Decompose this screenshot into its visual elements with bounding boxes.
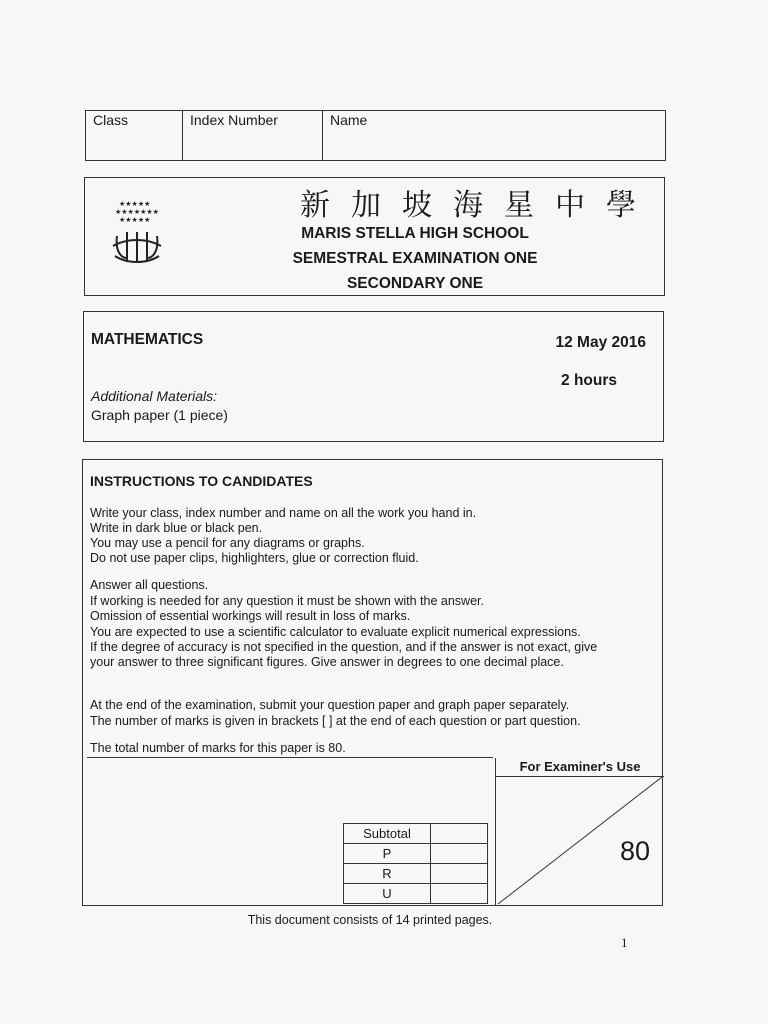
table-row xyxy=(344,844,488,864)
r-label: R xyxy=(344,864,431,884)
school-name: MARIS STELLA HIGH SCHOOL xyxy=(301,225,529,242)
exam-name: SEMESTRAL EXAMINATION ONE xyxy=(292,250,538,267)
instruction-line: Answer all questions. xyxy=(90,578,209,592)
exam-duration: 2 hours xyxy=(561,372,617,389)
school-banner xyxy=(84,177,665,296)
r-cell[interactable] xyxy=(431,864,488,884)
page-number: 1 xyxy=(621,935,628,950)
class-label: Class xyxy=(93,112,129,128)
total-marks: 80 xyxy=(619,836,650,866)
index-number-cell[interactable] xyxy=(183,111,323,160)
u-cell[interactable] xyxy=(431,884,488,904)
instruction-line: Write your class, index number and name on all the work you hand in. xyxy=(90,506,477,520)
name-label: Name xyxy=(330,112,368,128)
table-row xyxy=(344,864,488,884)
instruction-line: If working is needed for any question it must be shown with the answer. xyxy=(90,594,484,608)
subtotal-label: Subtotal xyxy=(344,824,431,844)
divider xyxy=(87,757,493,758)
p-cell[interactable] xyxy=(431,844,488,864)
total-marks-line: The total number of marks for this paper is 80. xyxy=(90,741,346,755)
exam-date: 12 May 2016 xyxy=(555,334,646,351)
instruction-line: You are expected to use a scientific calculator to evaluate explicit numerical expressions. xyxy=(90,625,581,639)
class-cell[interactable] xyxy=(86,111,183,160)
instruction-line: Omission of essential workings will result in loss of marks. xyxy=(90,609,411,623)
u-label: U xyxy=(344,884,431,904)
school-crest-icon xyxy=(107,196,167,266)
instruction-line: The number of marks is given in brackets [ ] at the end of each question or part question. xyxy=(90,714,581,728)
subject-title: MATHEMATICS xyxy=(91,331,204,348)
table-row xyxy=(344,824,488,844)
instructions-heading: INSTRUCTIONS TO CANDIDATES xyxy=(90,473,313,489)
instruction-line: At the end of the examination, submit your question paper and graph paper separately. xyxy=(90,698,570,712)
svg-text:★★★★★★★: ★★★★★★★ xyxy=(115,208,159,216)
paper-details xyxy=(83,311,664,442)
svg-text:★★★★★: ★★★★★ xyxy=(119,200,151,208)
pages-note: This document consists of 14 printed pages. xyxy=(247,913,493,927)
examiners-use-box xyxy=(495,758,664,905)
name-cell[interactable] xyxy=(323,111,665,160)
subtotal-cell[interactable] xyxy=(431,824,488,844)
materials-label: Additional Materials: xyxy=(91,388,218,404)
examiners-use-heading: For Examiner's Use xyxy=(496,758,664,777)
index-number-label: Index Number xyxy=(190,112,278,128)
p-label: P xyxy=(344,844,431,864)
svg-text:★★★★★: ★★★★★ xyxy=(119,216,151,224)
instructions-box xyxy=(82,459,663,906)
materials-value: Graph paper (1 piece) xyxy=(91,407,228,423)
subtotal-table xyxy=(343,823,488,904)
instruction-line: your answer to three significant figures. Give answer in degrees to one decimal place. xyxy=(90,655,564,669)
school-chinese-name: 新加坡海星中學 xyxy=(300,188,657,223)
candidate-info-table xyxy=(85,110,666,161)
instruction-line: Write in dark blue or black pen. xyxy=(90,521,263,535)
table-row xyxy=(344,884,488,904)
instruction-line: Do not use paper clips, highlighters, glue or correction fluid. xyxy=(90,551,419,565)
instruction-line: You may use a pencil for any diagrams or graphs. xyxy=(90,536,365,550)
level-name: SECONDARY ONE xyxy=(346,275,484,292)
instruction-line: If the degree of accuracy is not specified in the question, and if the answer is not exact, give xyxy=(90,640,598,654)
